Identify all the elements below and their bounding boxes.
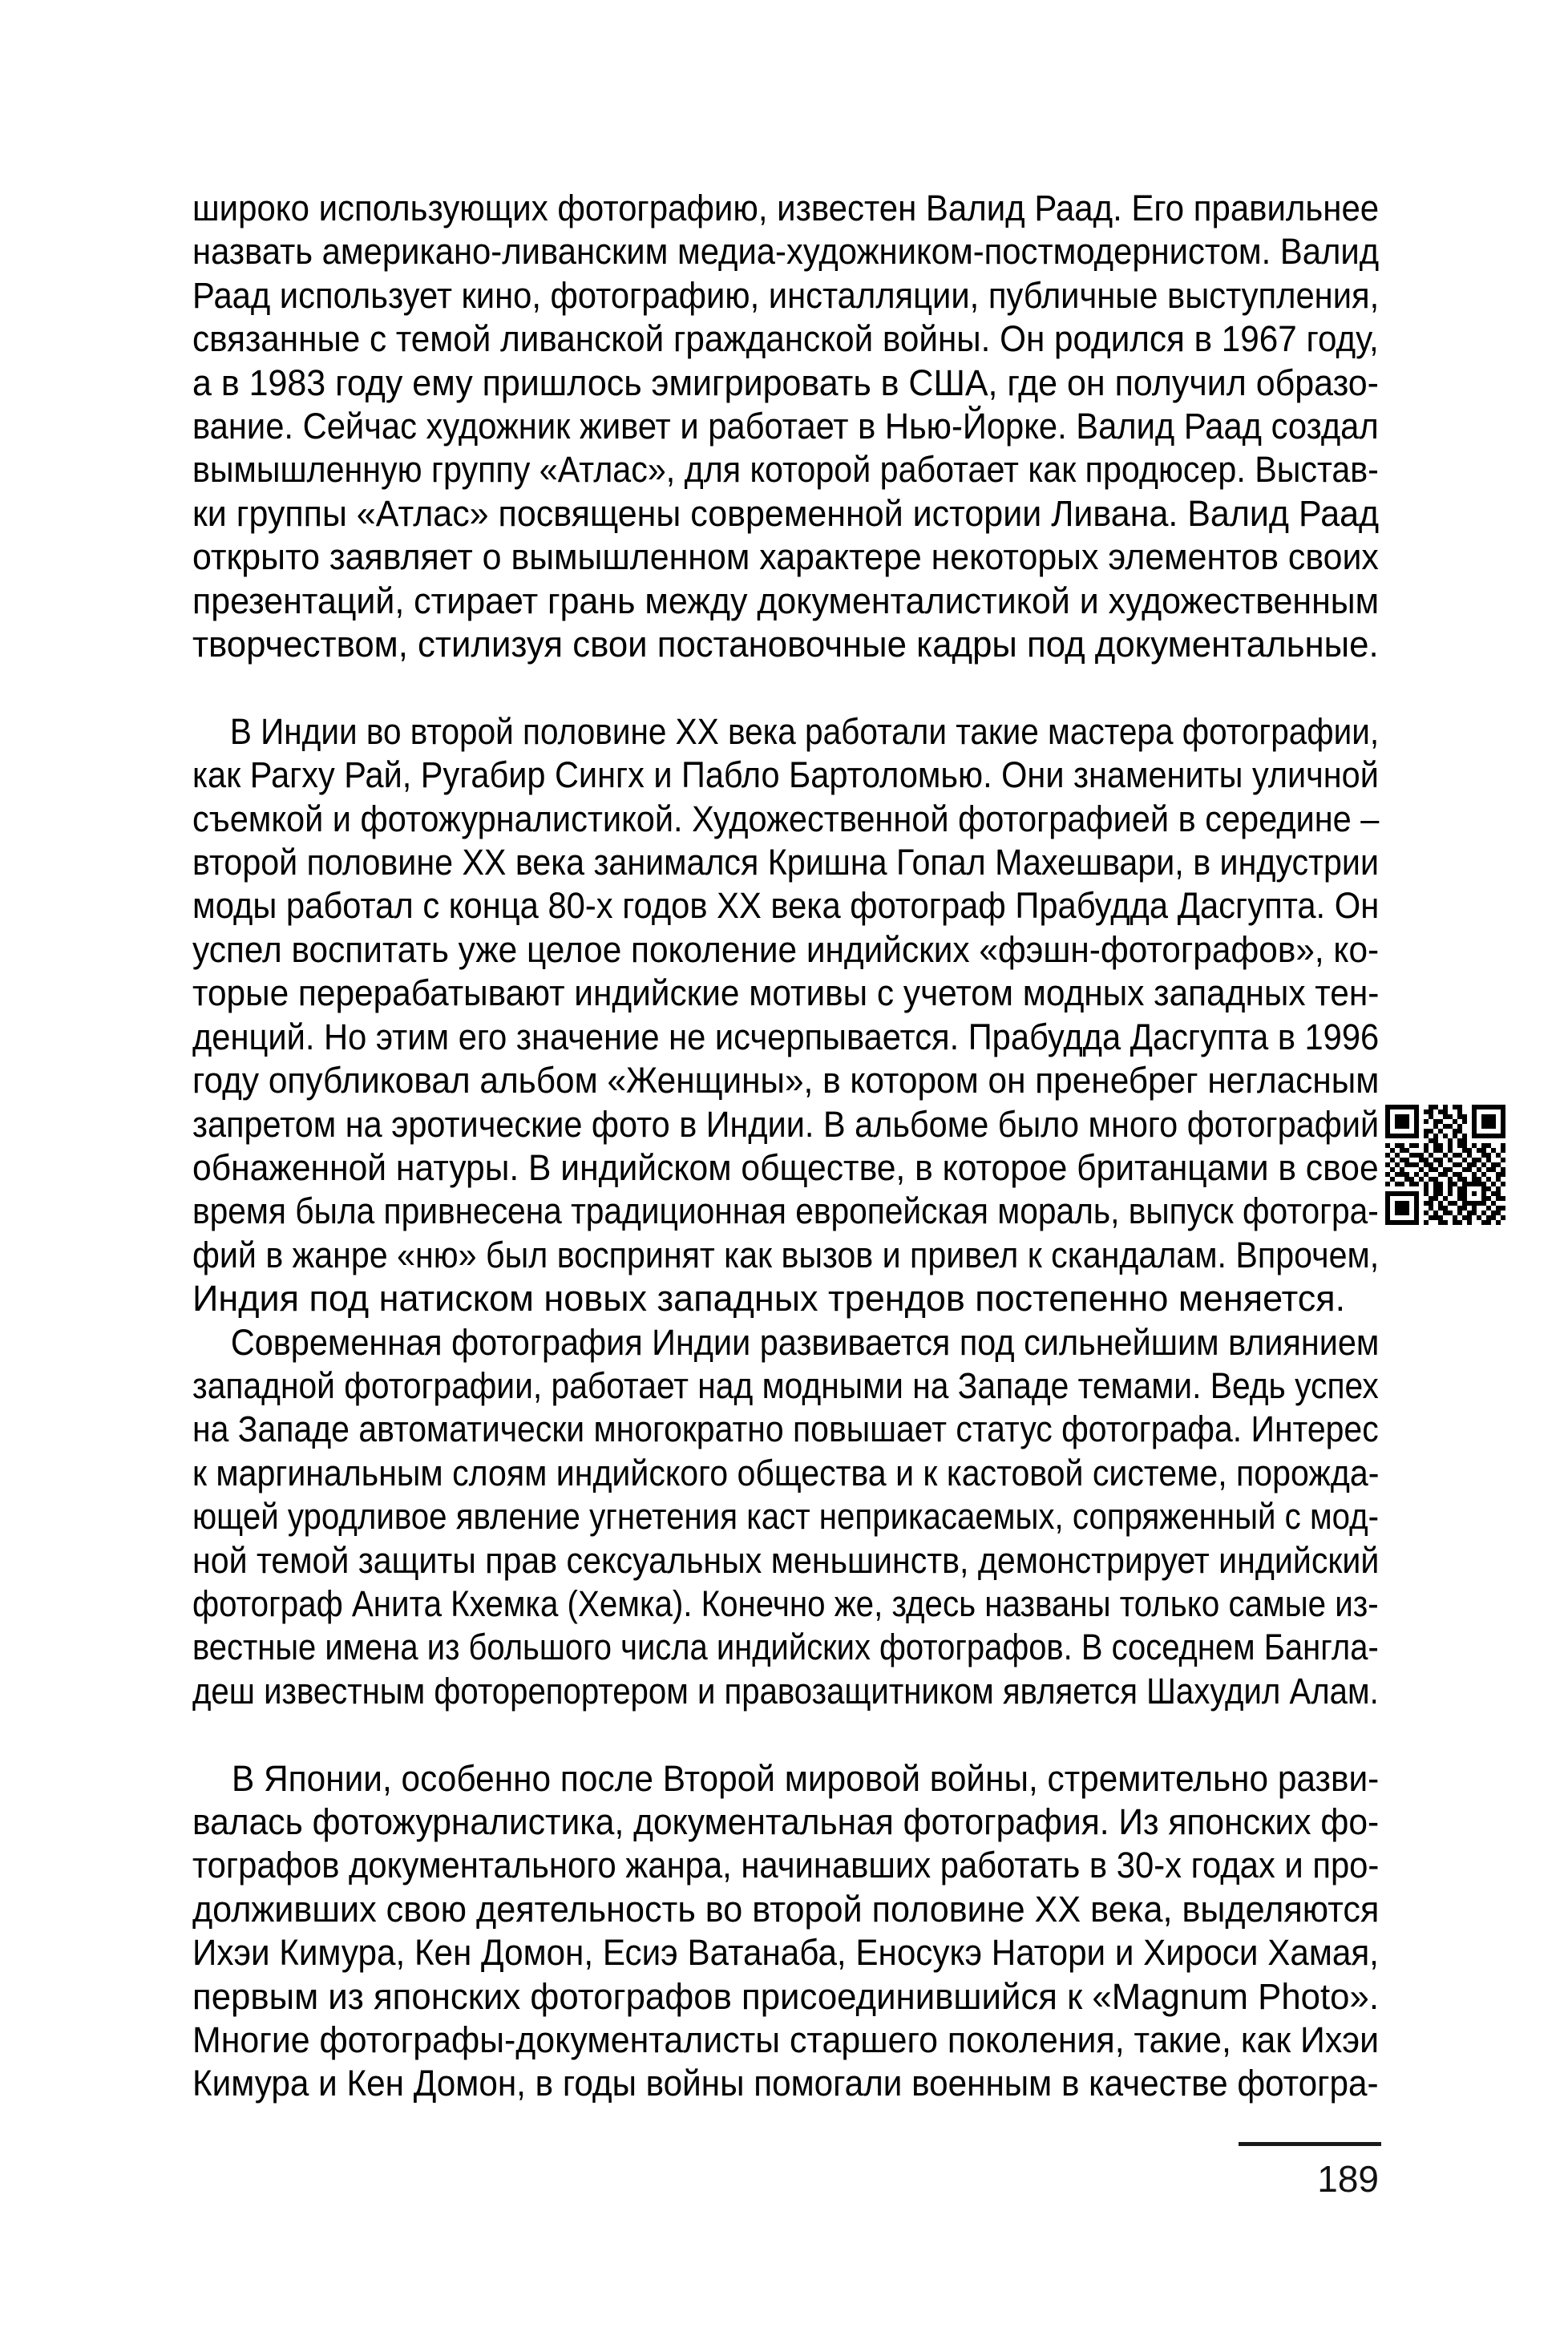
text-line: успел воспитать уже целое поколение индийских «фэшн-фотографов», ко- (192, 928, 1380, 970)
text-line: связанные с темой ливанской гражданской войны. Он родился в 1967 году, (192, 318, 1379, 360)
text-line: ной темой защиты прав сексуальных меньшинств, демонстрирует индийский (192, 1539, 1380, 1581)
text-line: к маргинальным слоям индийского общества и к кастовой системе, порожда- (192, 1452, 1380, 1493)
paragraph (192, 1321, 1379, 1714)
text-line: первым из японских фотографов присоединившийся к «Magnum Photo». (192, 1975, 1380, 2017)
text-line: Ихэи Кимура, Кен Домон, Есиэ Ватанаба, Еносукэ Натори и Хироси Хамая, (192, 1932, 1379, 1974)
text-line: съемкой и фотожурналистикой. Художественной фотографией в середине – (192, 798, 1380, 839)
text-line: на Западе автоматически многократно повышает статус фотографа. Интерес (192, 1409, 1379, 1450)
text-line: деш известным фоторепортером и правозащитником является Шахудил Алам. (192, 1670, 1379, 1712)
text-line: ки группы «Атлас» посвящены современной истории Ливана. Валид Раад (192, 492, 1380, 534)
text-line: как Рагху Рай, Ругабир Сингх и Пабло Бартоломью. Они знамениты уличной (192, 754, 1379, 796)
text-line: обнаженной натуры. В индийском обществе, в которое британцами в свое (192, 1146, 1379, 1188)
text-line: Многие фотографы-документалисты старшего поколения, такие, как Ихэи (192, 2019, 1380, 2061)
text-line: время была привнесена традиционная европейская мораль, выпуск фотогра- (192, 1190, 1379, 1232)
qr-module (1501, 1220, 1505, 1225)
text-line: вымышленную группу «Атлас», для которой работает как продюсер. Выстав- (192, 449, 1379, 491)
footer-rule (1239, 2142, 1381, 2146)
paragraph (192, 710, 1379, 1321)
text-line: широко использующих фотографию, известен Валид Раад. Его правильнее (192, 188, 1380, 228)
text-line: западной фотографии, работает над модными на Западе темами. Ведь успех (192, 1364, 1379, 1406)
text-line: моды работал с конца 80-х годов XX века фотограф Прабудда Дасгупта. Он (192, 885, 1380, 927)
text-line: торые перерабатывают индийские мотивы с учетом модных западных тен- (192, 972, 1380, 1014)
text-line: денций. Но этим его значение не исчерпывается. Прабудда Дасгупта в 1996 (192, 1016, 1380, 1057)
paragraph (192, 1757, 1379, 2106)
text-line: В Японии, особенно после Второй мировой войны, стремительно разви- (231, 1757, 1380, 1799)
page-number: 189 (1317, 2158, 1379, 2200)
text-line: фий в жанре «ню» был воспринят как вызов и привел к скандалам. Впрочем, (192, 1234, 1380, 1275)
text-line: презентаций, стирает грань между документалистикой и художественным (192, 580, 1380, 621)
text-line: ющей уродливое явление угнетения каст неприкасаемых, сопряженный с мод- (192, 1496, 1380, 1538)
text-line: долживших свою деятельность во второй половине XX века, выделяются (192, 1888, 1380, 1930)
text-line: году опубликовал альбом «Женщины», в котором он пренебрег негласным (192, 1060, 1380, 1101)
text-line: запретом на эротические фото в Индии. В альбоме было много фотографий (192, 1103, 1380, 1145)
text-line: валась фотожурналистика, документальная фотография. Из японских фо- (192, 1801, 1380, 1842)
text-line: вание. Сейчас художник живет и работает в Нью-Йорке. Валид Раад создал (192, 406, 1379, 447)
text-line: открыто заявляет о вымышленном характере некоторых элементов своих (192, 536, 1379, 578)
text-line: тографов документального жанра, начинавших работать в 30-х годах и про- (192, 1845, 1380, 1886)
text-line: творчеством, стилизуя свои постановочные кадры под документальные. (192, 624, 1379, 665)
text-line: Раад использует кино, фотографию, инсталляции, публичные выступления, (192, 274, 1380, 316)
text-line: вестные имена из большого числа индийских фотографов. В соседнем Бангла- (192, 1627, 1379, 1668)
text-line: Современная фотография Индии развивается под сильнейшим влиянием (230, 1321, 1380, 1363)
body-text (192, 187, 1379, 2106)
text-line: назвать американо-ливанским медиа-художником-постмодернистом. Валид (192, 231, 1380, 273)
paragraph (192, 187, 1379, 666)
text-line: фотограф Анита Кхемка (Хемка). Конечно же, здесь названы только самые из- (192, 1582, 1379, 1624)
text-line: а в 1983 году ему пришлось эмигрировать в США, где он получил образо- (192, 362, 1379, 403)
text-line: Кимура и Кен Домон, в годы войны помогали военным в качестве фотогра- (192, 2063, 1379, 2104)
text-line: второй половине XX века занимался Кришна Гопал Махешвари, в индустрии (192, 842, 1379, 883)
qr-code (1385, 1105, 1505, 1225)
text-line: Индия под натиском новых западных трендов постепенно меняется. (192, 1278, 1346, 1320)
text-line: В Индии во второй половине XX века работали такие мастера фотографии, (229, 710, 1380, 752)
